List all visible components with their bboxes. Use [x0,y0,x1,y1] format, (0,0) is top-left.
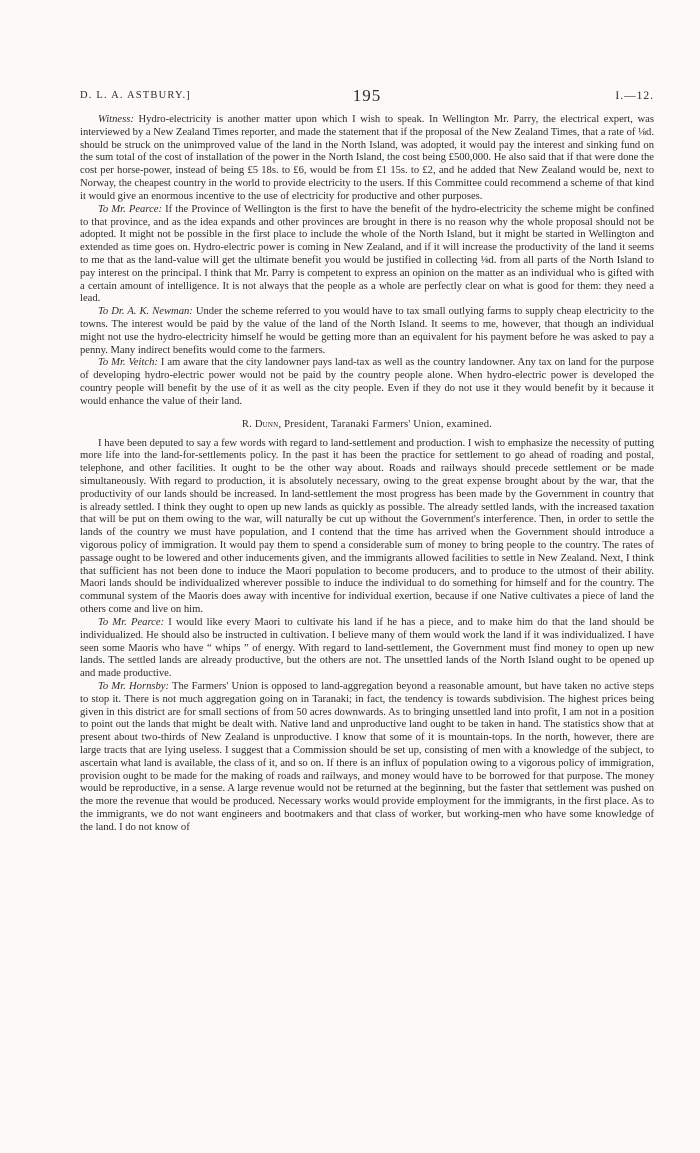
speaker-label: To Mr. Hornsby: [98,680,170,692]
speaker-label: To Mr. Pearce: [98,616,165,628]
paragraph [80,438,654,617]
speaker-label: To Dr. A. K. Newman: [98,306,193,318]
paragraph [80,681,654,835]
paragraph [80,617,654,681]
paragraph-text: Hydro-electricity is another matter upon which I wish to speak. In Wellington Mr. Parry, the electrical expert, was interviewed by a New Zealand Times reporter, and made the statement that if the proposal of the New Zealand Times, that a rate of ⅛d. should be struck on the unimproved value of the land in the North Island, was adopted, it would pay the interest and sinking fund on the sum total of the cost of installation of the power in the North Island, the cost being £500,000. He also said that if that were done the cost per horse-power, instead of being £5 18s. to £6, would be from £1 15s. to £2, and he added that New Zealand would be, next to Norway, the cheapest country in the world to provide electricity to the users. If this Committee could recommend a scheme of that kind it would give an enormous incentive to the use of electricity for productive and other purposes. [80,114,654,202]
paragraph-text: I am aware that the city landowner pays land-tax as well as the country landowner. Any tax on land for the purpose of developing hydro-electric power would not be paid by the country people alone. When hydro-electric power is developed the country people will benefit by the use of it as well as the city people. Even if they do not use it they would benefit by it because it would enhance the value of their land. [80,357,654,407]
witness-name: R. Dunn [241,418,279,430]
witness-title: , President, Taranaki Farmers' Union, examined. [278,418,493,430]
speaker-label: To Mr. Veitch: [98,357,158,369]
speaker-label: Witness: [98,114,134,125]
paragraph-text: I have been deputed to say a few words with regard to land-settlement and production. I wish to emphasize the necessity of putting more life into the land-for-settlements policy. In the past it has been the practice for settlement to go ahead of roading and postal, telephone, and other facilities. It ought to be the other way about. Roads and railways should precede settlement or be made simultaneously. With regard to production, it is absolutely necessary, owing to the great expense brought about by the war, that the productivity of our lands should be increased. In land-settlement the most progress has been made by the Government in country that is already settled. I think they ought to open up new lands as quickly as possible. The already settled lands, with the increased taxation that will be put on them owing to the war, will naturally be cut up without the Government's interference. Then, in order to settle the lands of the country we must have population, and I contend that the time has arrived when the Government should introduce a vigorous policy of immigration. It would pay them to spend a considerable sum of money to bring people to the country. The rates of passage ought to be lowered and other inducements given, and the immigrants allowed facilities to settle in New Zealand. Next, I think that sufficient has not been done to induce the Maori population to become producers, and to produce to the utmost of their ability. Maori lands should be individualized wherever possible to induce the individual to do something for himself and for the country. The communal system of the Maoris does away with incentive for individual exertion, because if one Native cultivates a piece of land the others come and live on him. [80,437,654,616]
speaker-label: To Mr. Pearce: [98,203,163,215]
paragraph [80,204,654,307]
paragraph-text: I would like every Maori to cultivate his land if he has a piece, and to make him do that the land should be individualized. He should also be instructed in cultivation. I believe many of them would work the land if it was individualized. I have seen some Maoris who have “ whips ” of energy. With regard to land-settlement, the Government must find money to open up new lands. The settled lands are already productive, but the others are not. The unsettled lands of the North Island ought to be opened up and made productive. [80,616,654,680]
paragraph [80,114,654,204]
paragraph [80,357,654,408]
paragraph-text: The Farmers' Union is opposed to land-aggregation beyond a reasonable amount, but have taken no active steps to stop it. There is not much aggregation going on in Taranaki; in fact, the tendency is towards subdivision. The highest prices being given in this district are for small sections of from 50 acres downwards. As to bringing unsettled land into profit, I am not in a position to point out the lands that might be dealt with. Native land and unproductive land ought to be taken in hand. The statistics show that at present about two-thirds of New Zealand is unproductive. I know that some of it is mountain-tops. In the north, however, there are large tracts that are lying useless. I suggest that a Commission should be set up, consisting of men with a knowledge of the subject, to ascertain what land is available, the class of it, and so on. If there is an influx of population owing to a vigorous policy of immigration, provision ought to be made for the making of roads and railways, and money would have to be borrowed for that purpose. The money would be reproductive, in a sense. A large revenue would not be returned at the beginning, but the faster that settlement was pushed on the more the revenue that would be produced. Necessary works would provide employment for the immigrants, in the first place. As to the immigrants, we do not want engineers and bootmakers and that class of worker, but working-men who have some knowledge of the land. I do not know of [80,680,654,833]
paragraph [80,306,654,357]
page-number: 195 [352,86,382,105]
paragraph-text: If the Province of Wellington is the first to have the benefit of the hydro-electricity the scheme might be confined to that province, and as the idea expands and other provinces are brought in there is no reason why the whole proposal should not be adopted. It might not be possible in the first place to include the whole of the North Island, but it might be started in Wellington and extended as time goes on. Hydro-electric power is coming in New Zealand, and if it will increase the productivity of the land it seems to me that as the land-value will get the ultimate benefit you would be justified in collecting ⅛d. from all parts of the North Island to pay interest on the principal. I think that Mr. Parry is competent to express an opinion on the matter as an individual who is gifted with a certain amount of intelligence. It is not always that the people as a whole are perfectly clear on what is good for them: they need a lead. [80,203,654,305]
paragraph-text: Under the scheme referred to you would have to tax small outlying farms to supply cheap electricity to the towns. The interest would be paid by the value of the land of the North Island. It seems to me, however, that though an individual might not use the hydro-electricity himself he would be getting more than an equivalent for his payment before he was asked to pay a penny. Many indirect benefits would come to the farmers. [80,306,654,356]
page-header [80,86,654,108]
witness-heading [80,419,654,432]
document-reference: I.—12. [615,90,654,102]
header-witness: D. L. A. ASTBURY.] [80,90,191,101]
body-text [80,114,654,835]
